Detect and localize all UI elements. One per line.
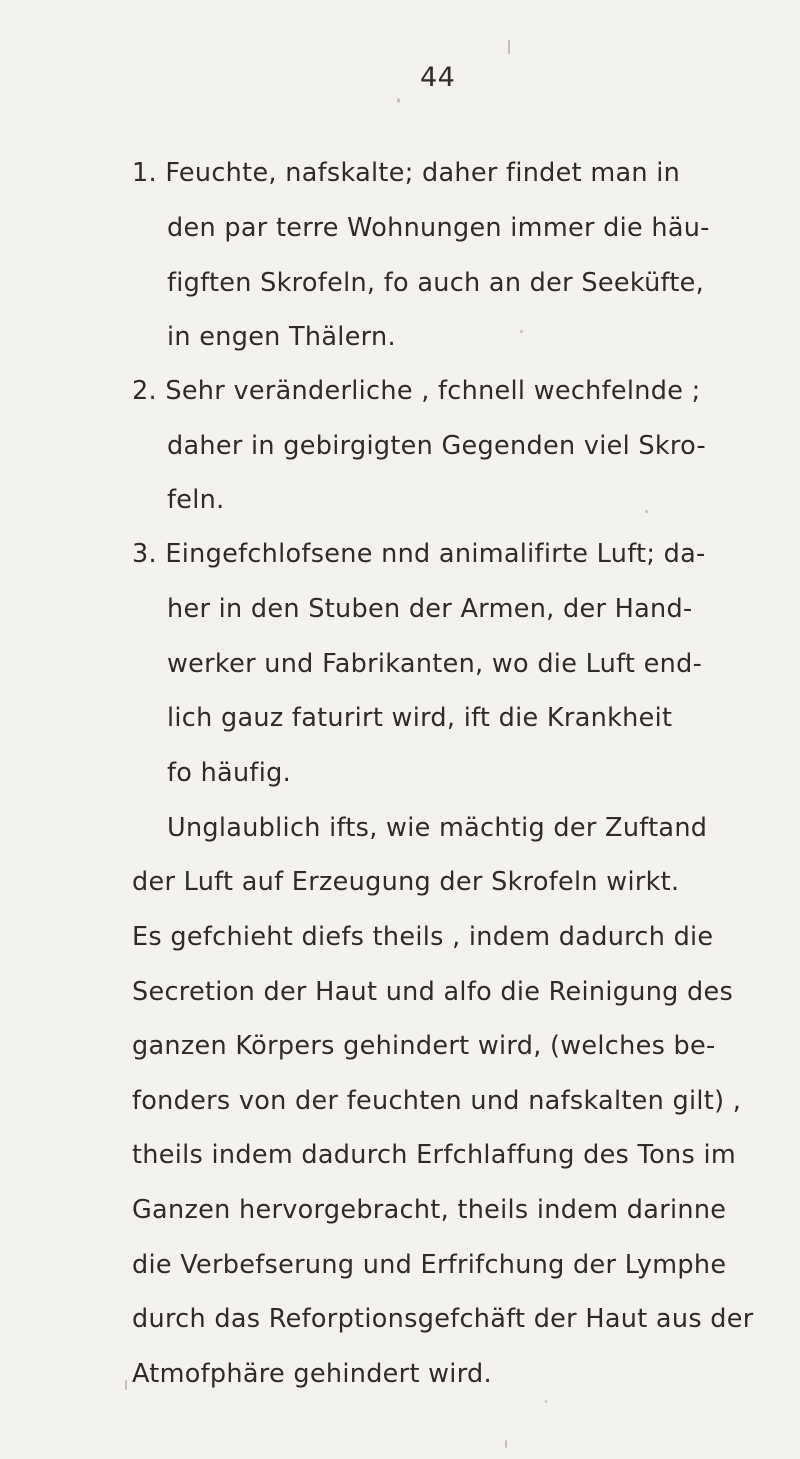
paper-speck	[125, 1380, 127, 1390]
paper-speck	[397, 98, 400, 103]
text-line: ganzen Körpers gehindert wird, (welches be-	[132, 1031, 716, 1061]
text-line: fonders von der feuchten und nafskalten gilt) ,	[132, 1086, 742, 1116]
text-line: 3. Eingefchlofsene nnd animalifirte Luft; da-	[132, 539, 706, 569]
text-line: 1. Feuchte, nafskalte; daher findet man in	[132, 158, 681, 188]
text-line: Unglaublich ifts, wie mächtig der Zuftand	[167, 813, 708, 843]
text-line: her in den Stuben der Armen, der Hand-	[167, 594, 693, 624]
text-line: die Verbefserung und Erfrifchung der Lymphe	[132, 1250, 727, 1280]
paper-speck	[545, 1400, 547, 1403]
text-line: figften Skrofeln, fo auch an der Seeküfte,	[167, 268, 705, 298]
paper-speck	[520, 330, 523, 333]
text-line: werker und Fabrikanten, wo die Luft end-	[167, 649, 703, 679]
text-line: lich gauz faturirt wird, ift die Krankheit	[167, 703, 673, 733]
text-line: durch das Reforptionsgefchäft der Haut aus der	[132, 1304, 754, 1334]
paper-speck	[505, 1440, 507, 1448]
paper-speck	[508, 40, 510, 54]
text-line: daher in gebirgigten Gegenden viel Skro-	[167, 431, 707, 461]
page-number: 44	[420, 62, 456, 93]
text-line: theils indem dadurch Erfchlaffung des Tons im	[132, 1140, 736, 1170]
text-line: der Luft auf Erzeugung der Skrofeln wirkt.	[132, 867, 680, 897]
text-line: den par terre Wohnungen immer die häu-	[167, 213, 710, 243]
text-line: Ganzen hervorgebracht, theils indem darinne	[132, 1195, 727, 1225]
text-line: 2. Sehr veränderliche , fchnell wechfelnde ;	[132, 376, 701, 406]
text-line: Atmofphäre gehindert wird.	[132, 1359, 492, 1389]
text-line: feln.	[167, 485, 225, 515]
text-line: Secretion der Haut und alfo die Reinigung des	[132, 977, 734, 1007]
text-line: in engen Thälern.	[167, 322, 396, 352]
text-line: fo häufig.	[167, 758, 291, 788]
paper-speck	[645, 510, 648, 513]
text-line: Es gefchieht diefs theils , indem dadurch die	[132, 922, 714, 952]
